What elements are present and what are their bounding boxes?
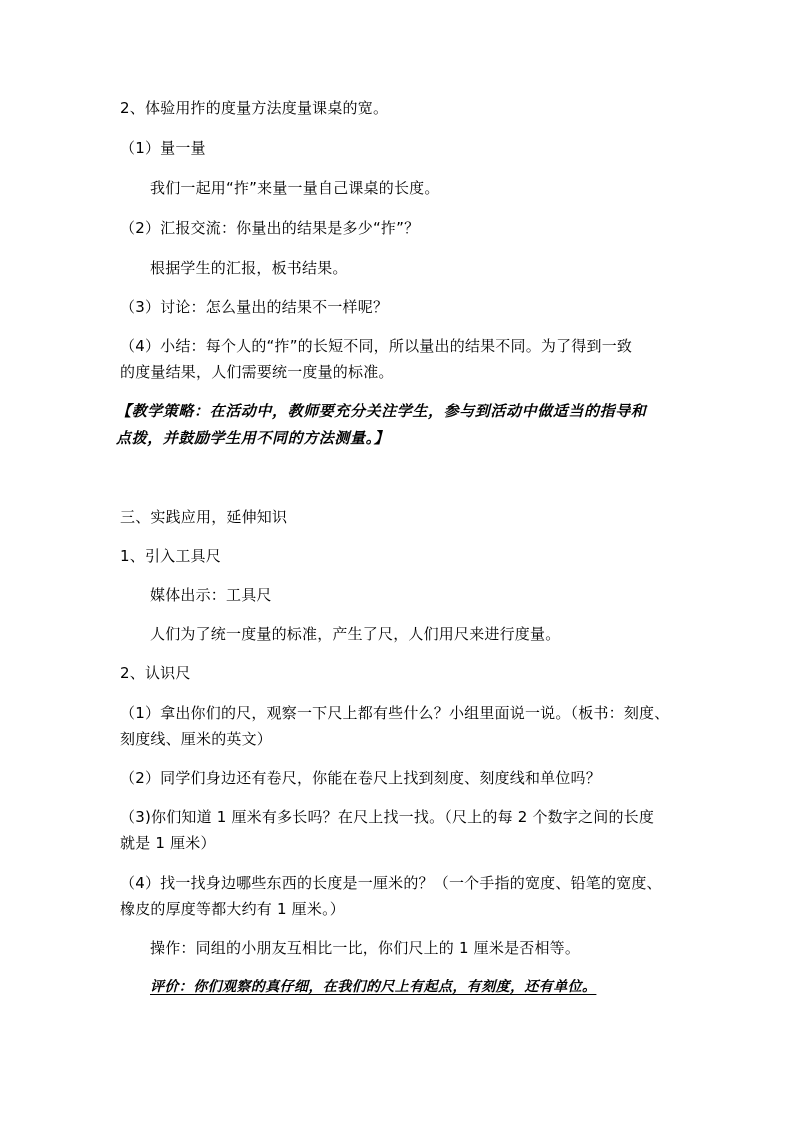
item-1-line1: （1）拿出你们的尺，观察一下尺上都有些什么？小组里面说一说。（板书：刻度、 — [120, 704, 670, 722]
teaching-strategy-line1: 【教学策略：在活动中，教师要充分关注学生，参与到活动中做适当的指导和 — [116, 402, 647, 420]
paragraph: 人们为了统一度量的标准，产生了尺，人们用尺来进行度量。 — [150, 625, 561, 643]
operation-paragraph: 操作：同组的小朋友互相比一比，你们尺上的 1 厘米是否相等。 — [150, 939, 581, 957]
section-heading-measure-desk: 2、体验用拃的度量方法度量课桌的宽。 — [120, 99, 389, 117]
step-measure: （1）量一量 — [120, 139, 206, 157]
teaching-strategy-line2: 点拨，并鼓励学生用不同的方法测量。】 — [116, 429, 390, 447]
step-discuss: （3）讨论：怎么量出的结果不一样呢？ — [120, 298, 389, 316]
item-3-line2: 就是 1 厘米） — [120, 834, 216, 852]
paragraph: 我们一起用“拃”来量一量自己课桌的长度。 — [150, 179, 440, 197]
evaluation-note: 评价：你们观察的真仔细，在我们的尺上有起点，有刻度，还有单位。 — [150, 979, 597, 995]
paragraph: 根据学生的汇报，板书结果。 — [150, 259, 348, 277]
paragraph: 媒体出示：工具尺 — [150, 586, 272, 604]
step-summary-line2: 的度量结果，人们需要统一度量的标准。 — [120, 363, 394, 381]
item-4-line1: （4）找一找身边哪些东西的长度是一厘米的？（一个手指的宽度、铅笔的宽度、 — [120, 874, 662, 892]
step-summary-line1: （4）小结：每个人的“拃”的长短不同，所以量出的结果不同。为了得到一致 — [120, 337, 633, 355]
item-3-line1: （3)你们知道 1 厘米有多长吗？在尺上找一找。（尺上的每 2 个数字之间的长度 — [120, 808, 655, 826]
item-4-line2: 橡皮的厚度等都大约有 1 厘米。） — [120, 900, 345, 918]
section-heading-practice: 三、实践应用，延伸知识 — [120, 508, 288, 526]
item-2: （2）同学们身边还有卷尺，你能在卷尺上找到刻度、刻度线和单位吗？ — [120, 769, 601, 787]
item-1-line2: 刻度线、厘米的英文） — [120, 730, 273, 748]
step-report: （2）汇报交流：你量出的结果是多少“拃”？ — [120, 219, 420, 237]
subheading-know-ruler: 2、认识尺 — [120, 664, 191, 682]
subheading-introduce-ruler: 1、引入工具尺 — [120, 547, 221, 565]
